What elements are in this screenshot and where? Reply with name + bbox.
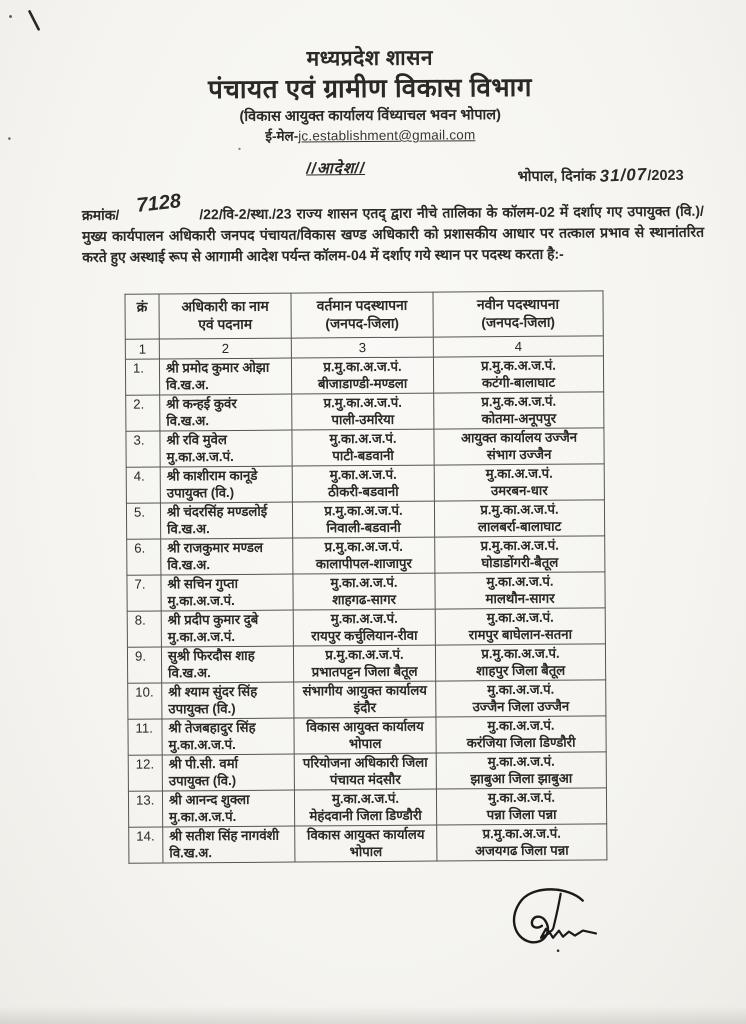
officer-transfer-table	[124, 290, 607, 863]
officer-cell	[163, 826, 295, 863]
officer-name: श्री कन्हई कुवंर	[166, 395, 237, 412]
order-title-row	[0, 153, 744, 198]
officer-cell	[162, 718, 294, 755]
new-posting-line1: प्र.मु.का.अ.ज.पं.	[482, 825, 561, 842]
new-posting-cell	[434, 500, 604, 537]
new-posting-line1: प्र.मु.का.अ.ज.पं.	[480, 501, 559, 518]
current-posting-cell	[292, 429, 434, 466]
current-posting-line1: संभागीय आयुक्त कार्यालय	[302, 682, 427, 699]
table-header-row	[125, 291, 603, 339]
email-address: jc.establishment@gmail.com	[298, 127, 476, 144]
new-posting-line2: शाहपुर जिला बैतूल	[475, 662, 566, 678]
table-row	[126, 500, 604, 539]
officer-designation: मु.का.अ.ज.पं.	[167, 592, 235, 608]
officer-name: श्री प्रदीप कुमार दुबे	[167, 611, 259, 628]
col-header-name: अधिकारी का नाम एवं पदनाम	[159, 293, 291, 339]
officer-name: सुश्री फिरदौस शाह	[167, 647, 255, 664]
current-posting-line2: रायपुर कर्चुलियान-रीवा	[311, 627, 418, 643]
officer-name: श्री पी.सी. वर्मा	[168, 755, 239, 772]
officer-designation: वि.ख.अ.	[169, 844, 213, 860]
officer-designation: उपायुक्त (वि.)	[168, 772, 237, 788]
new-posting-line2: उमरबन-धार	[490, 482, 548, 498]
current-posting-line1: प्र.मु.का.अ.ज.पं.	[325, 646, 404, 663]
scan-edge-shadow	[0, 1006, 746, 1024]
column-number: 4	[433, 336, 603, 357]
new-posting-cell	[435, 644, 605, 681]
officer-name: श्री चंदरसिंह मण्डलोई	[166, 503, 268, 520]
new-posting-line2: कटंगी-बालाघाट	[481, 374, 556, 390]
new-posting-cell	[434, 428, 604, 465]
officer-cell	[161, 646, 293, 683]
officer-designation: वि.ख.अ.	[167, 556, 211, 572]
current-posting-line1: विकास आयुक्त कार्यालय	[306, 718, 424, 735]
new-posting-cell	[435, 608, 605, 645]
officer-designation: मु.का.अ.ज.पं.	[169, 808, 237, 824]
officer-cell	[162, 754, 294, 791]
current-posting-line2: पाटी-बडवानी	[332, 447, 394, 463]
email-line	[0, 125, 743, 147]
officer-designation: उपायुक्त (वि.)	[166, 484, 235, 500]
place-date-prefix: भोपाल, दिनांक	[517, 168, 596, 185]
row-serial: 3.	[126, 431, 160, 467]
order-body	[81, 190, 705, 268]
officer-cell	[160, 502, 292, 539]
new-posting-cell	[437, 824, 607, 861]
new-posting-line2: पन्ना जिला पन्ना	[486, 806, 557, 822]
current-posting-line2: निवाली-बडवानी	[326, 519, 401, 535]
new-posting-line1: मु.का.अ.ज.पं.	[487, 681, 555, 698]
new-posting-cell	[436, 752, 606, 789]
new-posting-line2: अजयगढ जिला पन्ना	[474, 842, 569, 858]
table-row	[127, 572, 605, 611]
officer-cell	[160, 430, 292, 467]
government-name: मध्यप्रदेश शासन	[306, 46, 434, 71]
table-row	[126, 464, 604, 503]
officer-cell	[160, 394, 292, 431]
row-serial: 12.	[128, 755, 162, 791]
officer-designation: वि.ख.अ.	[168, 664, 211, 680]
column-number: 3	[291, 337, 433, 358]
current-posting-cell	[291, 357, 433, 394]
officer-cell	[161, 610, 293, 647]
officer-designation: वि.ख.अ.	[167, 520, 210, 536]
officer-name: श्री आनन्द शुक्ला	[168, 791, 250, 808]
table-row	[126, 428, 604, 467]
officer-designation: मु.का.अ.ज.पं.	[166, 448, 234, 464]
new-posting-line2: उज्जैन जिला उज्जैन	[472, 698, 570, 714]
new-posting-cell	[436, 788, 606, 825]
current-posting-line1: मु.का.अ.ज.पं.	[330, 610, 398, 627]
new-posting-line1: मु.का.अ.ज.पं.	[487, 753, 555, 770]
letterhead	[0, 43, 743, 147]
new-posting-cell	[435, 572, 605, 609]
current-posting-cell	[295, 825, 437, 862]
order-label: //आदेश//	[306, 160, 366, 178]
new-posting-line2: मालथौन-सागर	[485, 590, 555, 606]
officer-name: श्री राजकुमार मण्डल	[167, 539, 263, 556]
col-header-new-posting: नवीन पदस्थापना (जनपद-जिला)	[433, 291, 603, 337]
handwritten-date: 31/07	[599, 164, 648, 186]
current-posting-cell	[292, 501, 434, 538]
officer-designation: वि.ख.अ.	[166, 376, 209, 392]
officer-cell	[160, 466, 292, 503]
current-posting-line2: भोपाल	[349, 843, 383, 859]
officer-name: श्री श्याम सुंदर सिंह	[168, 683, 258, 700]
current-posting-cell	[293, 537, 435, 574]
row-serial: 10.	[128, 683, 162, 719]
current-posting-line2: इंदौर	[353, 699, 377, 715]
officer-designation: उपायुक्त (वि.)	[168, 700, 236, 716]
officer-cell	[162, 682, 294, 719]
new-posting-line2: रामपुर बाघेलान-सतना	[468, 626, 573, 642]
office-address: (विकास आयुक्त कार्यालय विंध्याचल भवन भोपाल)	[239, 107, 501, 126]
column-number: 2	[159, 338, 291, 359]
reference-suffix: /22/वि-2/स्था./23	[199, 205, 297, 223]
current-posting-line1: मु.का.अ.ज.पं.	[329, 466, 397, 483]
current-posting-cell	[293, 609, 435, 646]
new-posting-line1: प्र.मु.का.अ.ज.पं.	[480, 537, 559, 554]
current-posting-line2: प्रभातपट्टन जिला बैतूल	[311, 663, 418, 679]
officer-name: श्री तेजबहादुर सिंह	[168, 719, 256, 736]
current-posting-cell	[294, 681, 436, 718]
current-posting-line2: पंचायत मंदसौर	[329, 771, 401, 787]
current-posting-cell	[293, 645, 435, 682]
new-posting-line1: मु.का.अ.ज.पं.	[486, 573, 554, 590]
officer-cell	[159, 358, 291, 395]
current-posting-line1: प्र.मु.का.अ.ज.पं.	[323, 394, 402, 411]
current-posting-line1: विकास आयुक्त कार्यालय	[306, 826, 425, 843]
current-posting-line2: मेहंदवानी जिला डिण्डौरी	[309, 807, 422, 823]
current-posting-line2: शाहगढ-सागर	[332, 591, 397, 607]
table-row	[128, 680, 606, 719]
table-row	[127, 536, 605, 575]
officer-cell	[162, 790, 294, 827]
new-posting-line1: मु.का.अ.ज.पं.	[487, 789, 556, 806]
row-serial: 7.	[127, 575, 161, 611]
col-header-serial: क्रं	[125, 294, 159, 339]
col-header-current-posting: वर्तमान पदस्थापना (जनपद-जिला)	[291, 292, 433, 338]
current-posting-line1: परियोजना अधिकारी जिला	[302, 754, 428, 771]
new-posting-line2: कोतमा-अनूपपुर	[481, 410, 557, 426]
current-posting-cell	[292, 393, 434, 430]
order-body-text: राज्य शासन एतद् द्वारा नीचे तालिका के कॉलम-02 में दर्शाए गए उपायुक्त (वि.)/मुख्य कार्यपालन अधिकारी जनपद पंचायत/विकास खण्ड अधिकारी को प्रशासकीय आधार पर तत्काल प्रभाव से स्थानांतरित करते हुए अस्थाई रूप से आगामी आदेश पर्यन्त कॉलम-04 में दर्शाए गये स्थान पर पदस्थ करता है:-	[82, 202, 705, 266]
new-posting-line1: प्र.मु.क.अ.ज.पं.	[481, 393, 557, 410]
current-posting-line1: मु.का.अ.ज.पं.	[331, 790, 400, 807]
current-posting-line1: प्र.मु.का.अ.ज.पं.	[324, 538, 403, 555]
new-posting-line1: मु.का.अ.ज.पं.	[486, 609, 554, 626]
new-posting-cell	[434, 464, 604, 501]
new-posting-line2: संभाग उज्जैन	[486, 446, 552, 462]
email-label: ई-मेल-	[265, 128, 299, 144]
new-posting-cell	[436, 680, 606, 717]
officer-name: श्री काशीराम कानूडे	[166, 467, 258, 484]
current-posting-line1: प्र.मु.का.अ.ज.पं.	[324, 502, 403, 519]
reference-prefix: क्रमांक/	[81, 206, 120, 224]
officer-name: श्री प्रमोद कुमार ओझा	[165, 359, 270, 376]
current-posting-cell	[294, 717, 436, 754]
ink-speck	[2, 6, 52, 36]
current-posting-cell	[294, 789, 436, 826]
officer-name: श्री सतीश सिंह नागवंशी	[169, 827, 280, 844]
new-posting-cell	[435, 536, 605, 573]
row-serial: 5.	[126, 503, 160, 539]
place-date	[517, 165, 683, 186]
current-posting-line1: मु.का.अ.ज.पं.	[330, 574, 398, 591]
officer-cell	[161, 574, 293, 611]
table-row	[129, 824, 607, 863]
new-posting-line2: करंजिया जिला डिण्डौरी	[466, 734, 576, 750]
current-posting-line2: कालापीपल-शाजापुर	[315, 555, 412, 571]
signature-mark	[495, 884, 656, 969]
new-posting-line1: मु.का.अ.ज.पं.	[485, 465, 553, 482]
ink-speck	[235, 145, 245, 155]
officer-cell	[161, 538, 293, 575]
current-posting-line2: बीजाडाण्डी-मण्डला	[317, 375, 408, 391]
officer-name: श्री सचिन गुप्ता	[167, 575, 239, 592]
current-posting-line2: भोपाल	[348, 735, 382, 751]
row-serial: 14.	[129, 827, 163, 863]
new-posting-cell	[433, 356, 603, 393]
department-name: पंचायत एवं ग्रामीण विकास विभाग	[207, 71, 533, 104]
new-posting-line1: प्र.मु.का.अ.ज.पं.	[481, 645, 560, 662]
officer-designation: वि.ख.अ.	[166, 412, 210, 428]
current-posting-cell	[294, 753, 436, 790]
table-row	[127, 608, 605, 647]
officer-designation: मु.का.अ.ज.पं.	[167, 628, 236, 644]
current-posting-line2: पाली-उमरिया	[331, 411, 395, 427]
officer-name: श्री रवि मुवेल	[166, 432, 227, 448]
table-row	[127, 644, 605, 683]
row-serial: 13.	[128, 791, 162, 827]
new-posting-line1: प्र.मु.क.अ.ज.पं.	[480, 357, 556, 374]
new-posting-line1: मु.का.अ.ज.पं.	[487, 717, 555, 734]
current-posting-cell	[292, 465, 434, 502]
row-serial: 2.	[126, 395, 160, 431]
row-serial: 6.	[127, 539, 161, 575]
table-row	[128, 752, 606, 791]
table-row	[126, 392, 604, 431]
new-posting-line1: आयुक्त कार्यालय उज्जैन	[460, 429, 578, 446]
row-serial: 4.	[126, 467, 160, 503]
table-row	[125, 356, 603, 395]
new-posting-line2: घोडाडोंगरी-बैतूल	[481, 554, 559, 570]
officer-designation: मु.का.अ.ज.पं.	[168, 736, 236, 752]
current-posting-cell	[293, 573, 435, 610]
current-posting-line2: ठीकरी-बडवानी	[328, 483, 399, 499]
row-serial: 11.	[128, 719, 162, 755]
row-serial: 9.	[127, 647, 161, 683]
row-serial: 1.	[125, 359, 159, 395]
current-posting-line1: मु.का.अ.ज.पं.	[329, 430, 397, 447]
handwritten-ref-number: 7128	[135, 190, 183, 217]
date-year: /2023	[647, 167, 684, 185]
new-posting-line2: झाबुआ जिला झाबुआ	[470, 770, 573, 786]
table-row	[128, 788, 606, 827]
column-number: 1	[125, 339, 159, 359]
new-posting-cell	[434, 392, 604, 429]
new-posting-line2: लालबर्रा-बालाघाट	[477, 518, 562, 534]
new-posting-cell	[436, 716, 606, 753]
table-row	[128, 716, 606, 755]
officer-table-body	[125, 356, 607, 863]
row-serial: 8.	[127, 611, 161, 647]
current-posting-line1: प्र.मु.का.अ.ज.पं.	[323, 358, 402, 375]
